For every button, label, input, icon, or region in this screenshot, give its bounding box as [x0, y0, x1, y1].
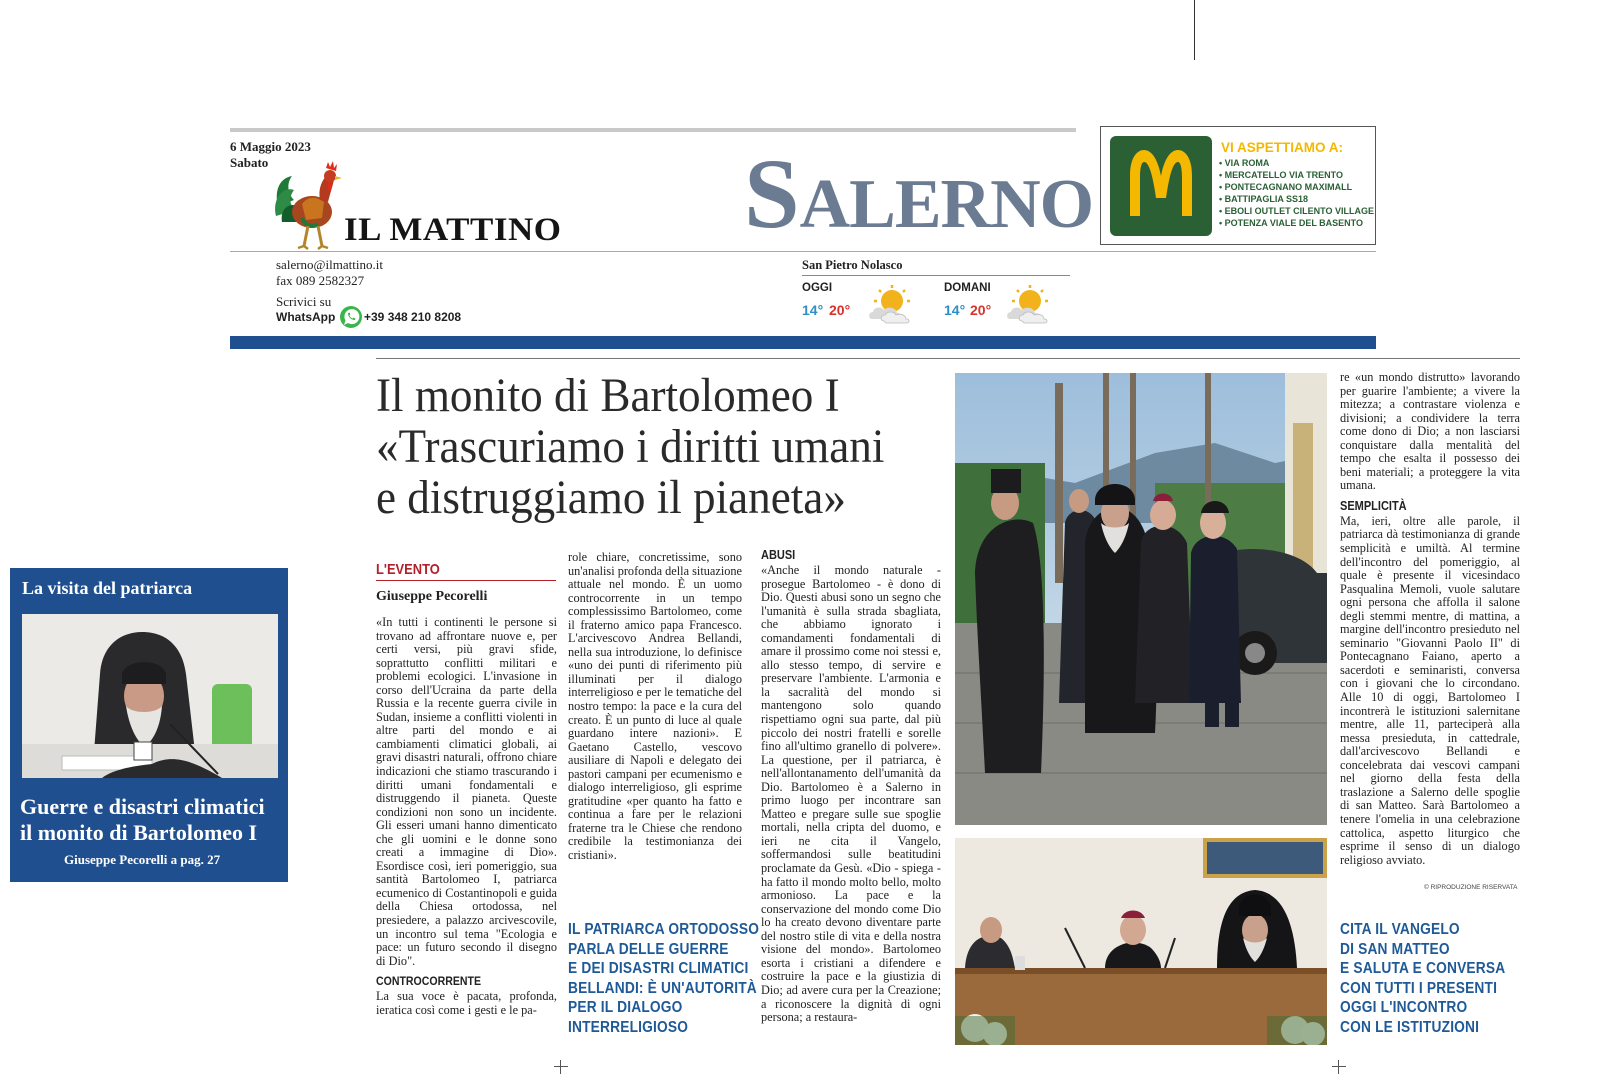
header-thin-rule — [230, 251, 1376, 252]
pullquote-line: INTERRELIGIOSO — [568, 1018, 689, 1036]
promo-headline-line: il monito di Bartolomeo I — [20, 820, 258, 845]
column-text: La sua voce è pacata, profonda, ieratica così come i gesti e le pa- — [376, 989, 557, 1017]
promo-photo — [22, 614, 278, 778]
ad-location-list — [1219, 157, 1374, 229]
pullquote-line: E SALUTA E CONVERSA — [1340, 960, 1506, 978]
contact-email[interactable]: salerno@ilmattino.it — [276, 257, 383, 272]
crop-mark-bottom-left — [554, 1060, 568, 1074]
pullquote-line: CON LE ISTITUZIONI — [1340, 1018, 1480, 1036]
weather-tomorrow-label: DOMANI — [944, 282, 991, 294]
rooster-logo — [272, 160, 348, 252]
ad-location: • POTENZA VIALE DEL BASENTO — [1219, 218, 1364, 228]
title-line: e distruggiamo il pianeta» — [376, 471, 846, 524]
promo-page-ref: Giuseppe Pecorelli a pag. 27 — [64, 852, 221, 867]
column-text: role chiare, concretissime, sono un'analisi profonda della situazione attuale nel mondo. È un uomo controcorrente in un tempo complessissimo Bartolomeo, come il fraterno amico papa Francesco. L'arcivescovo Andrea Bellandi, nella sua introduzione, lo definisce «uno dei punti di riferimento più illuminati per il dialogo interreligioso e per le tematiche del nostro tempo: la pace e la cura del creato. È un punto di luce al quale guardano intere nazioni». E Gaetano Castello, vescovo ausiliare di Napoli e delegato dei pastori campani per ecumenismo e dialogo interreligioso, gli esprime gratitudine «per quanto ha fatto e continua a fare per le relazioni fraterne tra le Chiese che rendono credibile la testimonianza dei cristiani». — [568, 550, 742, 863]
section-title — [744, 138, 1094, 255]
kicker-rule — [376, 580, 556, 581]
byline: Giuseppe Pecorelli — [376, 589, 488, 604]
partly-cloudy-icon — [1004, 285, 1054, 325]
weather-tomorrow-max: 20° — [970, 302, 992, 318]
pullquote-left — [568, 920, 760, 1038]
column-text: Ma, ieri, oltre alle parole, il patriarca dà testimonianza di grande semplicità e umiltà. Al termine dell'incontro del pomeriggio, al quale è presente il vicesindaco Pasqualina Memoli, vuole salutare ogni persona che affolla il salone degli stemmi mentre, di mattina, a margine dell'incontro presieduto nel seminario "Giovanni Paolo II" di Pontecagnano Faiano, aperto a sacerdoti e seminaristi, conversa con i giovani che lo circondano. Alle 10 di oggi, Bartolomeo I incontrerà le istituzioni salernitane mentre, alle 11, parteciperà alla messa presieduta, in cattedrale, dall'arcivescovo Bellandi e concelebrata dai vescovi campani nel giorno della festa della traslazione a Salerno delle spoglie di san Matteo. Sarà Bartolomeo a tenere l'omelia in una celebrazione cattolica, aspetto liturgico che esprime il senso di un dialogo religioso avviato. — [1340, 513, 1520, 867]
ad-box[interactable] — [1100, 126, 1376, 245]
subhead-controcorrente: CONTROCORRENTE — [376, 974, 482, 989]
weather-today-label: OGGI — [802, 282, 833, 294]
ad-location: • EBOLI OUTLET CILENTO VILLAGE — [1219, 206, 1374, 216]
header-blue-bar — [230, 336, 1376, 349]
pullquote-line: E DEI DISASTRI CLIMATICI — [568, 960, 749, 978]
pullquote-line: CON TUTTI I PRESENTI — [1340, 979, 1498, 997]
pullquote-line: PER IL DIALOGO — [568, 999, 683, 1017]
crop-mark-bottom-right — [1332, 1060, 1346, 1074]
crop-mark-top — [1194, 0, 1195, 60]
article-top-rule — [376, 358, 1520, 359]
article-column-2 — [568, 551, 742, 863]
column-text: re «un mondo distrutto» lavorando per guarire l'ambiente; a vivere la mitezza; a contrastare violenza e divisioni; a condividere la terra come dono di Dio; a non lasciarsi conquistare dalla mentalità del tempo che esalta il possesso dei beni materiali; a proteggere la vita umana. — [1340, 370, 1520, 493]
paper-name: IL MATTINO — [344, 212, 562, 248]
weather-saint: San Pietro Nolasco — [802, 258, 903, 272]
column-text: «In tutti i continenti le persone si trovano ad affrontare nuove e, per certi versi, più gravi sfide, soprattutto conflitti militari e problemi ecologici. L'invasione in corso dell'Ucraina da parte della Russia e la recente guerra civile in Sudan, insieme a conflitti violenti in altre parti del mondo e ai cambiamenti climatici globali, ai gravi disastri naturali, offrono chiare indicazioni che stiamo trascurando i diritti umani fondamentali e distruggendo il pianeta. Queste condizioni non sono un incidente. Gli esseri umani hanno dimenticato che gli uomini e le donne sono creati a immagine di Dio». Esordisce così, ieri pomeriggio, sua santità Bartolomeo I, patriarca ecumenico di Costantinopoli e guida della Chiesa ortodossa, nel presiedere, a palazzo arcivescovile, un incontro sul tema "Ecologia e pace: un futuro secondo il disegno di Dio". — [376, 615, 557, 968]
article-column-3 — [761, 564, 941, 1025]
title-line: Il monito di Bartolomeo I — [376, 369, 840, 422]
partly-cloudy-icon — [866, 285, 916, 325]
pullquote-line: PARLA DELLE GUERRE — [568, 940, 729, 958]
ad-location: • VIA ROMA — [1219, 158, 1270, 168]
promo-headline — [20, 794, 265, 846]
pullquote-line: DI SAN MATTEO — [1340, 940, 1450, 958]
promo-label: La visita del patriarca — [22, 578, 193, 598]
column-text: «Anche il mondo naturale - prosegue Bartolomeo - è dono di Dio. Questi abusi sono un segno che l'umanità è sulla strada sbagliata, che abbiamo ignorato i comandamenti fondamentali di amare il prossimo come noi stessi e, allo stesso tempo, di servire e preservare l'ambiente. L'armonia e la sacralità del mondo si mantengono solo quando rispettiamo ogni sua parte, dal più piccolo dei nostri fratelli e sorelle fino all'ultimo granello di polvere». La questione, per il patriarca, è nell'allontanamento dell'umanità da Dio. Bartolomeo è a Salerno in primo luogo per incontrare san Matteo e pregare sulle sue spoglie mortali, nella cripta del duomo, e ieri ne cita il Vangelo, soffermandosi sulle beatitudini proclamate da Gesù. «Dio - spiega - ha fatto il mondo molto bello, molto armonioso. La pace e la conservazione del mondo come Dio lo ha creato devono diventare parte del nostro stile di vita e della nostra visione del mondo». Bartolomeo esorta i cristiani a difendere e costruire la pace e la giustizia di Dio; ad avere cura per la Creazione; a riconoscere la dignità di ogni persona; a restaura- — [761, 563, 941, 1025]
contact-whatsapp-label: WhatsApp — [276, 310, 336, 324]
contact-scrivici: Scrivici su — [276, 294, 332, 309]
weather-rule — [802, 275, 1070, 276]
pullquote-line: OGGI L'INCONTRO — [1340, 999, 1468, 1017]
copyright-note: © RIPRODUZIONE RISERVATA — [1424, 884, 1518, 891]
weather-tomorrow-min: 14° — [944, 302, 966, 318]
promo-headline-line: Guerre e disastri climatici — [20, 794, 265, 819]
section-title-rest: ALERNO — [799, 166, 1094, 243]
ad-headline: VI ASPETTIAMO A: — [1221, 140, 1344, 155]
pullquote-line: IL PATRIARCA ORTODOSSO — [568, 921, 760, 938]
weather-today-max: 20° — [829, 302, 851, 318]
contact-fax: fax 089 2582327 — [276, 273, 365, 288]
section-title-initial: S — [744, 138, 800, 249]
article-column-4 — [1340, 371, 1520, 867]
photo-patriarch-outdoors — [955, 373, 1327, 825]
pullquote-line: CITA IL VANGELO — [1340, 921, 1460, 938]
issue-date: 6 Maggio 2023 — [230, 139, 311, 154]
contact-whatsapp-number[interactable]: +39 348 210 8208 — [364, 310, 462, 324]
weather-today-min: 14° — [802, 302, 824, 318]
ad-location: • BATTIPAGLIA SS18 — [1219, 194, 1308, 204]
kicker: L'EVENTO — [376, 561, 440, 578]
title-line: «Trascuriamo i diritti umani — [376, 420, 885, 473]
article-column-1 — [376, 616, 557, 1017]
whatsapp-icon — [339, 305, 363, 329]
subhead-semplicita: SEMPLICITÀ — [1340, 498, 1407, 513]
subhead-abusi: ABUSI — [761, 548, 796, 562]
issue-weekday: Sabato — [230, 155, 269, 170]
pullquote-line: BELLANDI: È UN'AUTORITÀ — [568, 979, 757, 997]
header-top-rule — [230, 128, 1076, 132]
article-title — [376, 370, 884, 523]
promo-box[interactable] — [10, 568, 288, 882]
photo-conference-table — [955, 838, 1327, 1045]
ad-location: • MERCATELLO VIA TRENTO — [1219, 170, 1343, 180]
ad-location: • PONTECAGNANO MAXIMALL — [1219, 182, 1353, 192]
golden-arches-logo — [1110, 136, 1212, 236]
pullquote-right — [1340, 920, 1540, 1038]
ad-brand-tile — [1110, 136, 1212, 236]
